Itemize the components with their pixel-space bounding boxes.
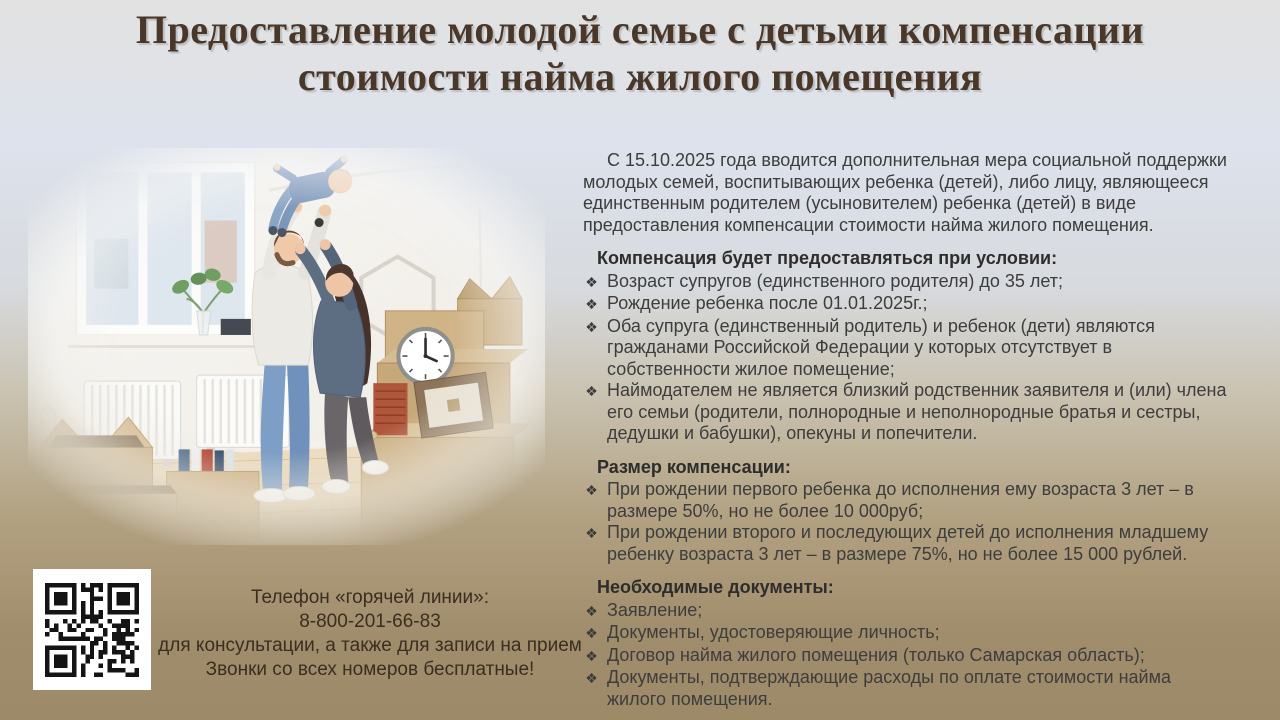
diamond-bullet-icon: ❖ [585,625,598,641]
intro-paragraph: С 15.10.2025 года вводится дополнительная мера социальной поддержки молодых семей, воспитывающих ребенка (детей), либо лицу, являющееся единственным родителем (усыновителем) ребенка (детей) в виде предоставления компенсации стоимости найма жилого помещения. [583,150,1227,235]
list-item: ❖ Документы, удостоверяющие личность; [583,622,1231,645]
family-photo [28,148,545,545]
diamond-bullet-icon: ❖ [585,525,598,541]
main-text-column [583,150,1231,710]
section-amount [583,457,1231,566]
section-heading: Размер компенсации: [597,456,791,477]
section-conditions [583,248,1231,445]
hotline-label: Телефон «горячей линии»: [250,587,489,608]
diamond-bullet-icon: ❖ [585,318,598,335]
list-item: ❖ При рождении второго и последующих детей до исполнения младшему ребенку возраста 3 лет – в размере 75%, но не более 15 000 рублей. [583,522,1231,565]
list-item: ❖ Наймодателем не является близкий родственник заявителя и (или) члена его семьи (родители, полнородные и неполнородные братья и сестры, дедушки и бабушки), опекуны и попечители. [583,380,1231,445]
list-item: ❖ При рождении первого ребенка до исполнения ему возраста 3 лет – в размере 50%, но не более 10 000руб; [583,479,1231,522]
list-item: ❖ Возраст супругов (единственного родителя) до 35 лет; [583,271,1231,294]
list-item: ❖ Рождение ребенка после 01.01.2025г.; [583,293,1231,316]
hotline-phone-number: 8-800-201-66-83 [299,611,441,632]
amount-list [583,479,1231,565]
list-item: ❖ Оба супруга (единственный родитель) и ребенок (дети) являются гражданами Российской Федерации у которых отсутствует в собственности жилое помещение; [583,316,1231,381]
wall-outlet-icon [40,407,56,431]
watch-icon [315,218,324,227]
hotline-block [150,586,590,682]
hotline-free-calls-note: Звонки со всех номеров бесплатные! [205,659,535,680]
window [68,162,265,348]
diamond-bullet-icon: ❖ [585,383,598,399]
family-photo-illustration [28,148,545,545]
hotline-purpose: для консультации, а также для записи на прием [158,635,582,656]
list-item: ❖ Договор найма жилого помещения (только Самарская область); [583,645,1231,668]
diamond-bullet-icon: ❖ [585,602,598,619]
conditions-list [583,271,1231,445]
qr-code [33,569,151,690]
page-title: Предоставление молодой семье с детьми компенсации стоимости найма жилого помещения [135,7,1145,100]
diamond-bullet-icon: ❖ [585,273,598,290]
tablet-icon [221,319,251,335]
section-heading: Компенсация будет предоставляться при условии: [597,248,1058,268]
wall-clock-icon [398,329,452,383]
diamond-bullet-icon: ❖ [585,296,598,312]
list-item: ❖ Заявление; [583,600,1231,623]
diamond-bullet-icon: ❖ [585,670,598,686]
picture-frame-icon [414,372,493,438]
section-documents [583,577,1231,710]
qr-code-icon [45,583,139,677]
diamond-bullet-icon: ❖ [585,647,598,664]
diamond-bullet-icon: ❖ [585,482,598,498]
list-item: ❖ Документы, подтверждающие расходы по оплате стоимости найма жилого помещения. [583,667,1231,710]
documents-list [583,600,1231,711]
section-heading: Необходимые документы: [597,577,834,597]
